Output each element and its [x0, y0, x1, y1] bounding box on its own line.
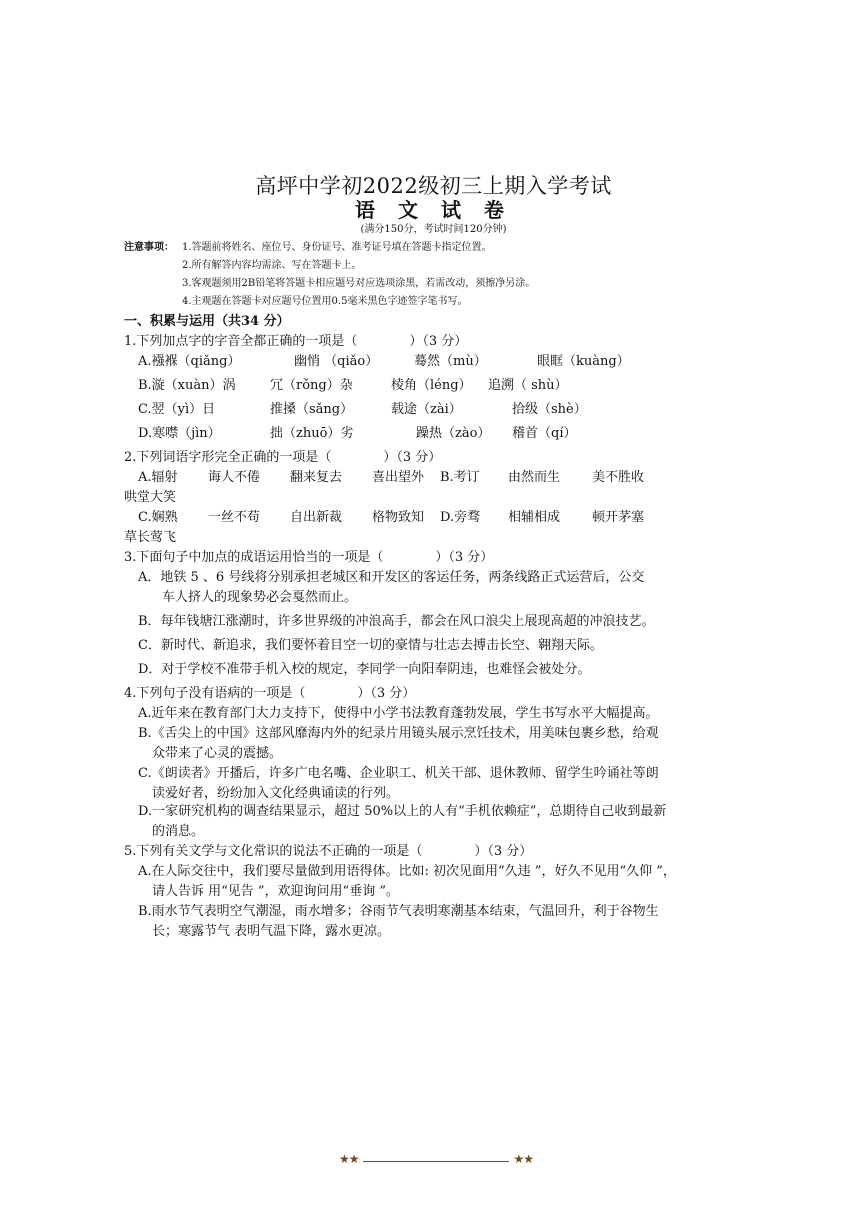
q3-option-b: B．每年钱塘江涨潮时，许多世界级的冲浪高手，都会在风口浪尖上展现高超的冲浪技艺。 — [138, 614, 655, 629]
q4-option-b-cont: 众带来了心灵的震撼。 — [152, 746, 283, 761]
question-5-stem: 5.下列有关文学与文化常识的说法不正确的一项是（ ）（3 分） — [124, 844, 533, 859]
q5-option-b-cont: 长；寒露节气 表明气温下降，露水更凉。 — [152, 924, 391, 939]
q3-option-a-cont: 车人挤人的现象势必会戛然而止。 — [162, 590, 358, 605]
q4-option-a: A.近年来在教育部门大力支持下，使得中小学书法教育蓬勃发展，学生书写水平大幅提高。 — [138, 706, 659, 721]
paper-subtitle: 语 文 试 卷 — [355, 198, 512, 222]
q2-word: 一丝不苟 — [208, 510, 261, 525]
footer-divider — [363, 1161, 509, 1162]
q4-option-d-cont: 的消息。 — [152, 824, 205, 839]
q4-option-c-cont: 读爱好者，纷纷加入文化经典诵读的行列。 — [152, 786, 400, 801]
q3-option-a: A．地铁 5 、6 号线将分别承担老城区和开发区的客运任务，两条线路正式运营后，公交 — [138, 570, 645, 585]
q2-word: 相辅相成 — [508, 510, 561, 525]
q1-option: C.翌（yì）日 — [138, 402, 216, 417]
q3-option-c: C．新时代、新追求，我们要怀着目空一切的豪情与壮志去搏击长空、翱翔天际。 — [138, 638, 603, 653]
q2-word: 顿开茅塞 — [592, 510, 645, 525]
q3-option-d: D．对于学校不准带手机入校的规定，李同学一向阳奉阴违，也难怪会被处分。 — [138, 662, 591, 677]
q1-option: 蓦然（mù） — [414, 354, 487, 369]
q2-word: 诲人不倦 — [208, 470, 261, 485]
q2-word: A.辐射 — [138, 470, 178, 485]
q1-option: 载途（zài） — [391, 402, 462, 417]
star-icon: ★★ — [339, 1152, 359, 1166]
q2-word: 由然而生 — [508, 470, 561, 485]
section-title: 一、积累与运用（共34 分） — [124, 314, 290, 329]
q1-option: 拙（zhuō）劣 — [270, 426, 354, 441]
q1-option: 追溯（ shù） — [488, 378, 568, 393]
q1-option: 冗（rǒng）杂 — [270, 378, 353, 393]
q1-option: A.襁褓（qiǎng） — [138, 354, 241, 369]
q4-option-b: B.《舌尖上的中国》这部风靡海内外的纪录片用镜头展示烹饪技术，用美味包裹乡愁，给观 — [138, 726, 659, 741]
q1-option: 稽首（qí） — [512, 426, 577, 441]
q2-word: B.考订 — [440, 470, 480, 485]
q2-word: 美不胜收 — [592, 470, 645, 485]
q1-option: D.寒噤（jìn） — [138, 426, 221, 441]
q2-word: 喜出望外 — [372, 470, 425, 485]
q2-word: 格物致知 — [372, 510, 425, 525]
notes-label: 注意事项： — [124, 242, 174, 253]
q1-option: 眼眶（kuàng） — [537, 354, 630, 369]
question-3-stem: 3.下面句子中加点的成语运用恰当的一项是（ ）（3 分） — [124, 550, 494, 565]
note-item: 2.所有解答内容均需涂、写在答题卡上。 — [182, 260, 362, 271]
q1-option: 推搡（sǎng） — [270, 402, 354, 417]
star-icon: ★★ — [513, 1152, 533, 1166]
question-2-stem: 2.下列词语字形完全正确的一项是（ ）（3 分） — [124, 450, 442, 465]
q4-option-c: C.《朗读者》开播后，许多广电名嘴、企业职工、机关干部、退休教师、留学生吟诵社等朗 — [138, 766, 659, 781]
q1-option: 幽悄 （qiǎo） — [294, 354, 379, 369]
q2-word: 翻来复去 — [290, 470, 343, 485]
exam-title: 高坪中学初2022级初三上期入学考试 — [255, 174, 612, 198]
note-item: 3.客观题须用2B铅笔将答题卡相应题号对应选项涂黑，若需改动，须擦净另涂。 — [182, 278, 536, 289]
footer-ornament — [339, 1154, 533, 1168]
q2-word: 草长莺飞 — [124, 530, 177, 545]
q5-option-b: B.雨水节气表明空气潮湿，雨水增多；谷雨节气表明寒潮基本结束，气温回升，利于谷物生 — [138, 904, 659, 919]
q2-word: 哄堂大笑 — [124, 490, 177, 505]
q2-word: 自出新裁 — [290, 510, 343, 525]
q1-option: 拾级（shè） — [512, 402, 587, 417]
question-4-stem: 4.下列句子没有语病的一项是（ ）（3 分） — [124, 686, 416, 701]
q1-option: B.漩（xuàn）涡 — [138, 378, 236, 393]
note-item: 4.主观题在答题卡对应题号位置用0.5毫米黑色字迹签字笔书写。 — [182, 296, 468, 307]
q5-option-a-cont: 请人告诉 用“见告 ”，欢迎询问用“垂询 ”。 — [152, 884, 399, 899]
exam-meta: (满分150分，考试时间120分钟) — [360, 224, 507, 235]
q5-option-a: A.在人际交往中，我们要尽量做到用语得体。比如: 初次见面用“久违 ”，好久不见用“久仰 ”， — [138, 864, 676, 879]
q2-word: C.娴熟 — [138, 510, 178, 525]
q4-option-d: D.一家研究机构的调查结果显示，超过 50%以上的人有“手机依赖症”，总期待自己收到最新 — [138, 804, 667, 819]
q1-option: 躁热（zào） — [416, 426, 491, 441]
q2-word: D.旁骛 — [440, 510, 481, 525]
question-1-stem: 1.下列加点字的字音全都正确的一项是（ ）（3 分） — [124, 334, 468, 349]
q1-option: 棱角（léng） — [391, 378, 472, 393]
note-item: 1.答题前将姓名、座位号、身份证号、准考证号填在答题卡指定位置。 — [182, 242, 492, 253]
